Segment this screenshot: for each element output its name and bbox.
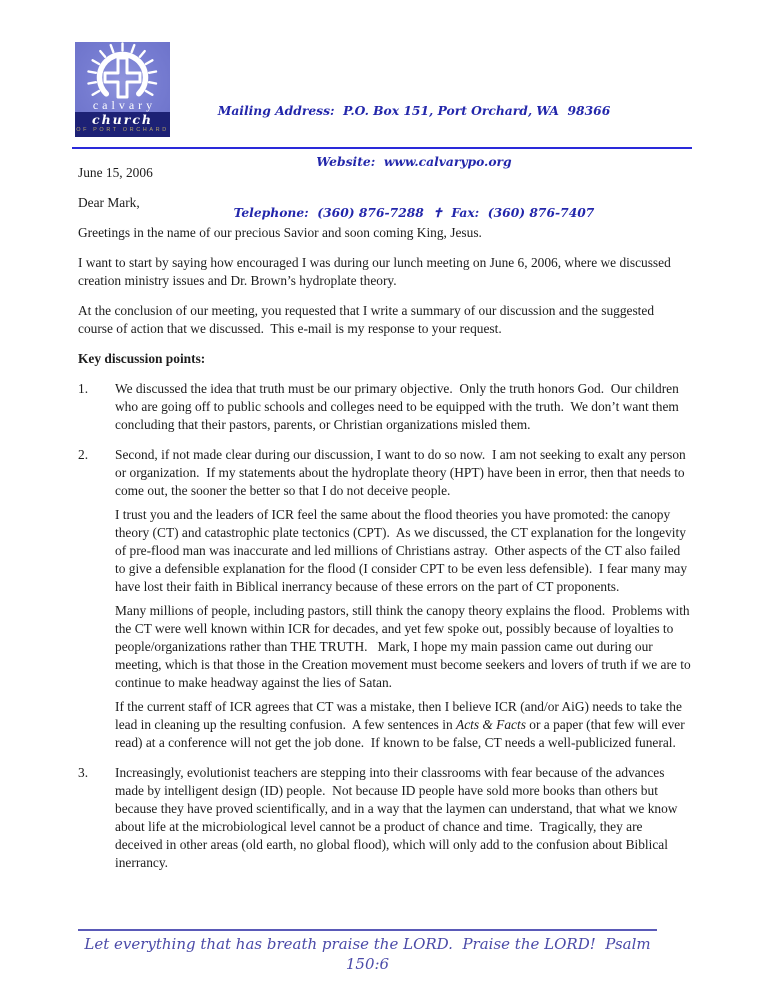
letter-date: June 15, 2006 <box>78 165 153 180</box>
publication-title: Acts & Facts <box>456 717 526 732</box>
list-item-3 <box>78 764 692 872</box>
list-number: 1. <box>78 381 89 396</box>
list-item-paragraph: Increasingly, evolutionist teachers are stepping into their classrooms with fear because of the advances made by intelligent design (ID) people. Not because ID people have sold more books than others but because they have proved scientifically, and in a way that the laymen can understand, that what we know about life at the microbiological level cannot be a product of chance and time. Tragically, they are deceived in other areas (old earth, no global flood), which will only add to the confusion about Biblical inerrancy. <box>115 765 681 870</box>
fax-label: Fax: <box>451 205 480 220</box>
page-footer <box>78 929 657 974</box>
salutation: Dear Mark, <box>78 195 140 210</box>
list-item-paragraph: Second, if not made clear during our discussion, I want to do so now. I am not seeking to exalt any person or organization. If my statements about the hydroplate theory (HPT) have been in error, then that needs to come out, the sooner the better so that I do not deceive people. <box>115 447 690 498</box>
fax-value: (360) 876-7407 <box>487 205 595 220</box>
footer-verse: Let everything that has breath praise the LORD. Praise the LORD! Psalm 150:6 <box>84 935 656 973</box>
intro-paragraph: Greetings in the name of our precious Savior and soon coming King, Jesus. <box>78 225 482 240</box>
mailing-address-label: Mailing Address: <box>217 103 335 118</box>
intro-paragraph: I want to start by saying how encouraged I was during our lunch meeting on June 6, 2006, where we discussed creation ministry issues and Dr. Brown’s hydroplate theory. <box>78 255 675 288</box>
logo-subtitle-text: OF PORT ORCHARD <box>76 127 169 133</box>
logo-church-text: church <box>91 112 154 127</box>
logo-band <box>75 112 170 137</box>
header-divider <box>72 147 692 149</box>
section-heading: Key discussion points: <box>78 351 206 366</box>
church-logo <box>75 42 170 137</box>
mailing-address-value: P.O. Box 151, Port Orchard, WA 98366 <box>343 103 611 118</box>
list-item-paragraph: We discussed the idea that truth must be our primary objective. Only the truth honors God. Our children who are going off to public schools and colleges need to be equipped with the truth. We don’t want them concluding that their pastors, parents, or Christian organizations misled them. <box>115 381 683 432</box>
logo-calvary-text: calvary <box>92 98 157 112</box>
telephone-label: Telephone: <box>233 205 309 220</box>
list-item-paragraph: Many millions of people, including pastors, still think the canopy theory explains the flood. Problems with the CT were well known within ICR for decades, and yet few spoke out, possibly because of loyalties to people/organizations rather than THE TRUTH. Mark, I hope my main passion came out during our meeting, which is that those in the Creation movement must become seekers and lovers of truth if we are to continue to make headway against the lies of Satan. <box>115 603 694 690</box>
intro-paragraph: At the conclusion of our meeting, you requested that I write a summary of our discussion and the suggested course of action that we discussed. This e-mail is my response to your request. <box>78 303 658 336</box>
list-item-paragraph: I trust you and the leaders of ICR feel the same about the flood theories you have promoted: the canopy theory (CT) and catastrophic plate tectonics (CPT). As we discussed, the CT explanation for the longevity of pre-flood man was inaccurate and led millions of Christians astray. Other aspects of the CT also failed to give a defensible explanation for the flood (I consider CPT to be even less defensible). I fear many may have lost their faith in Biblical inerrancy because of these errors on the part of CT proponents. <box>115 507 691 594</box>
list-item-1 <box>78 380 692 434</box>
website-value: www.calvarypo.org <box>383 154 512 169</box>
mailing-address-line <box>170 102 658 119</box>
list-item-2 <box>78 446 692 752</box>
footer-divider <box>78 929 657 931</box>
cross-icon: ✝ <box>432 205 443 220</box>
list-number: 3. <box>78 765 89 780</box>
website-label: Website: <box>316 154 376 169</box>
letter-body <box>78 152 692 872</box>
telephone-value: (360) 876-7288 <box>317 205 424 220</box>
list-number: 2. <box>78 447 89 462</box>
list-item-paragraph: If the current staff of ICR agrees that CT was a mistake, then I believe ICR (and/or AiG) needs to take the lead in cleaning up the resulting confusion. A few sentences in Acts & Facts or a paper (that few will ever read) at a conference will not get the job done. If known to be false, CT needs a well-publicized funeral. <box>115 699 689 750</box>
